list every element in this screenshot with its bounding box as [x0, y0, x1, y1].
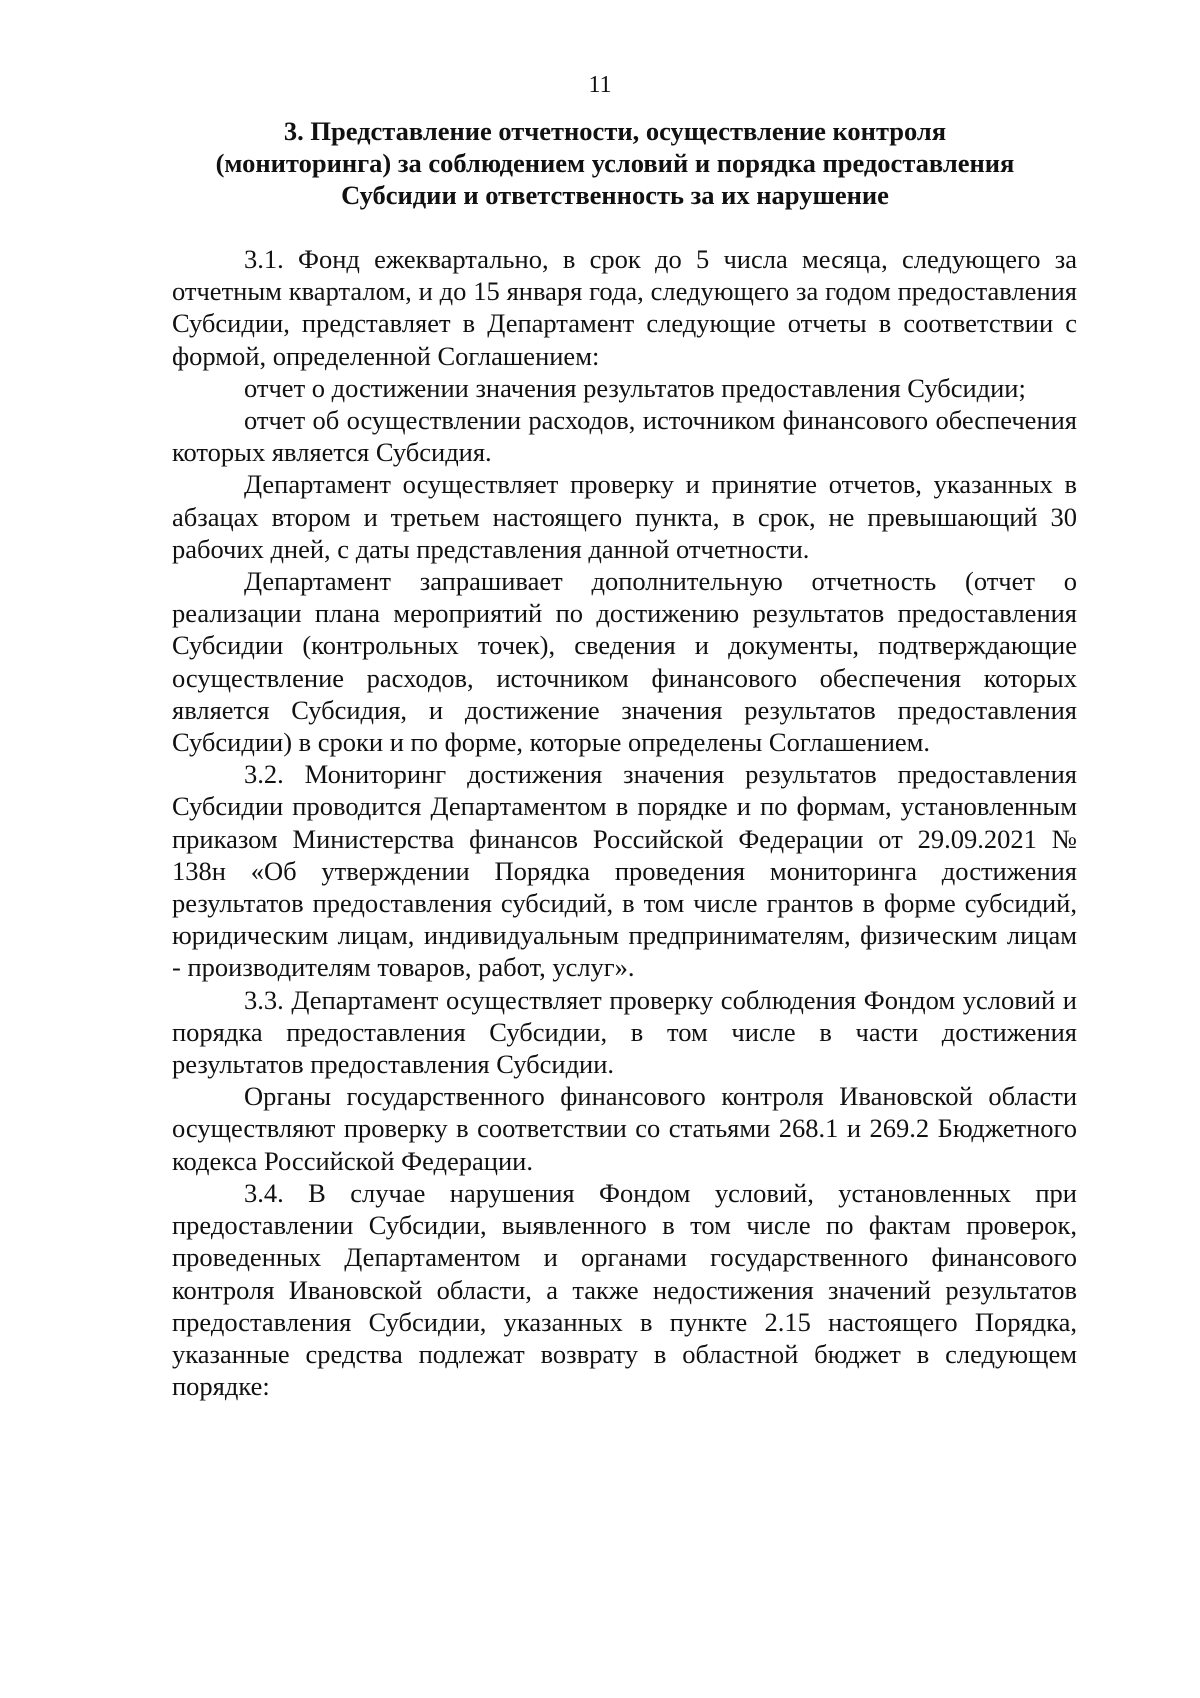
paragraph-report-results: отчет о достижении значения результатов предоставления Субсидии; — [244, 372, 1026, 403]
paragraph-report-expenses: отчет об осуществлении расходов, источником финансового обеспечения которых является Субсидия. — [172, 405, 1077, 468]
section-heading-line: 3. Представление отчетности, осуществление контроля — [283, 116, 947, 146]
paragraph-3-1: 3.1. Фонд ежеквартально, в срок до 5 числа месяца, следующего за отчетным кварталом, и до 15 января года, следующего за годом предоставления Субсидии, представляет в Департамент следующие отчеты в соответствии с формой, определенной Соглашением: — [172, 244, 1077, 371]
paragraph-department-check: Департамент осуществляет проверку и принятие отчетов, указанных в абзацах втором и третьем настоящего пункта, в срок, не превышающий 30 рабочих дней, с даты представления данной отчетности. — [172, 469, 1077, 564]
page-number: 11 — [588, 72, 612, 98]
paragraph-3-3: 3.3. Департамент осуществляет проверку соблюдения Фондом условий и порядка предоставления Субсидии, в том числе в части достижения результатов предоставления Субсидии. — [172, 984, 1077, 1080]
paragraph-financial-control: Органы государственного финансового контроля Ивановской области осуществляют проверку в соответствии со статьями 268.1 и 269.2 Бюджетного кодекса Российской Федерации. — [172, 1081, 1077, 1176]
section-heading-line: (мониторинга) за соблюдением условий и порядка предоставления — [215, 148, 1015, 178]
paragraph-3-2: 3.2. Мониторинг достижения значения результатов предоставления Субсидии проводится Департаментом в порядке и по формам, установленным приказом Министерства финансов Российской Федерации от 29.09.2021 № 138н «Об утверждении Порядка проведения мониторинга достижения результатов предоставления субсидий, в том числе грантов в форме субсидий, юридическим лицам, индивидуальным предпринимателям, физическим лицам - производителям товаров, работ, услуг». — [172, 759, 1077, 983]
section-heading-line: Субсидии и ответственность за их нарушение — [341, 180, 889, 210]
paragraph-additional-reporting: Департамент запрашивает дополнительную отчетность (отчет о реализации плана мероприятий по достижению результатов предоставления Субсидии (контрольных точек), сведения и документы, подтверждающие осуществление расходов, источником финансового обеспечения которых является Субсидия, и достижение значения результатов предоставления Субсидии) в сроки и по форме, которые определены Соглашением. — [172, 566, 1077, 758]
paragraph-3-4: 3.4. В случае нарушения Фондом условий, установленных при предоставлении Субсидии, выявленного в том числе по фактам проверок, проведенных Департаментом и органами государственного финансового контроля Ивановской области, а также недостижения значений результатов предоставления Субсидии, указанных в пункте 2.15 настоящего Порядка, указанные средства подлежат возврату в областной бюджет в следующем порядке: — [172, 1177, 1077, 1402]
document-body — [172, 243, 1077, 1402]
section-heading — [160, 115, 1070, 211]
